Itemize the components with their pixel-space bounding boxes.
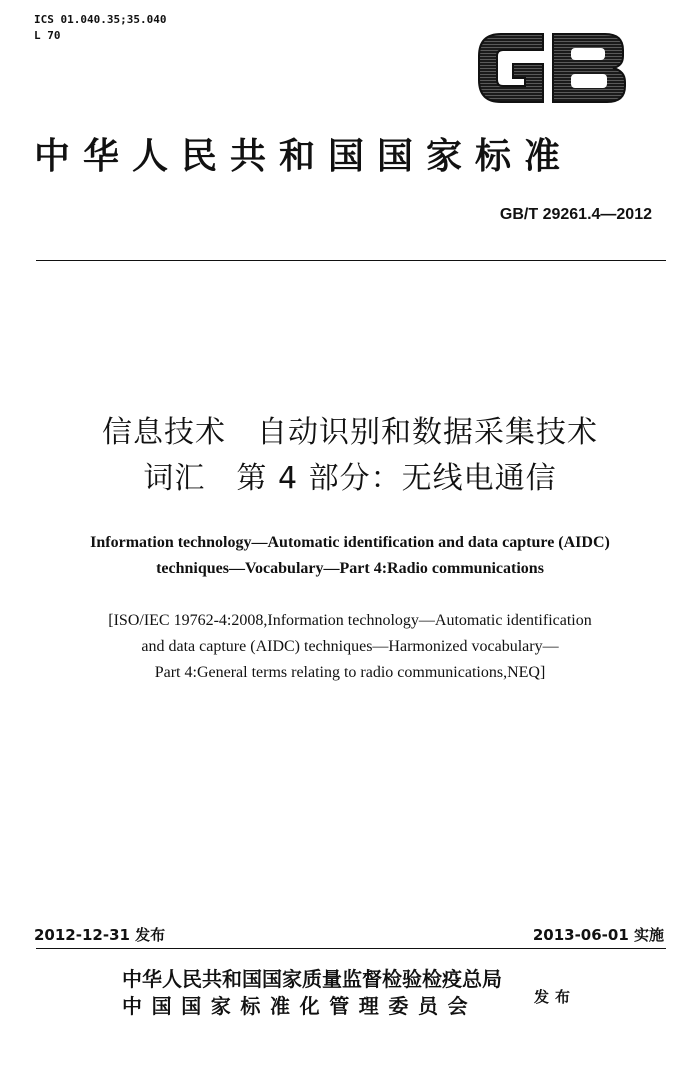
adoption-line2: and data capture (AIDC) techniques—Harmonized vocabulary— [141,638,559,655]
publish-label: 发布 [534,988,577,1006]
issuer-sac: 中国国家标准化管理委员会 [122,994,478,1018]
chinese-title [0,410,700,502]
footer-divider [36,948,666,949]
issuing-organizations [122,966,502,1020]
english-title [0,530,700,582]
adoption-line3: Part 4:General terms relating to radio communications,NEQ] [154,664,546,681]
standard-type-heading: 中华人民共和国国家标准 [34,135,574,177]
standard-number: GB/T 29261.4—2012 [499,206,652,223]
issue-date: 2012-12-31 发布 [34,926,166,944]
adoption-reference [0,608,700,686]
ics-code: ICS 01.040.35;35.040 [34,13,167,26]
ccs-code: L 70 [34,29,61,42]
english-title-line1: Information technology—Automatic identification and data capture (AIDC) [90,534,610,551]
classification-codes [34,12,166,44]
chinese-title-line1: 信息技术 自动识别和数据采集技术 [102,415,598,450]
chinese-title-line2: 词汇 第 4 部分：无线电通信 [143,461,557,496]
header-divider [36,260,666,261]
implementation-date: 2013-06-01 实施 [532,926,664,944]
gb-logo [473,26,631,108]
adoption-line1: [ISO/IEC 19762-4:2008,Information technology—Automatic identification [108,612,592,629]
english-title-line2: techniques—Vocabulary—Part 4:Radio communications [156,560,544,577]
issuer-aqsiq: 中华人民共和国国家质量监督检验检疫总局 [122,967,502,991]
